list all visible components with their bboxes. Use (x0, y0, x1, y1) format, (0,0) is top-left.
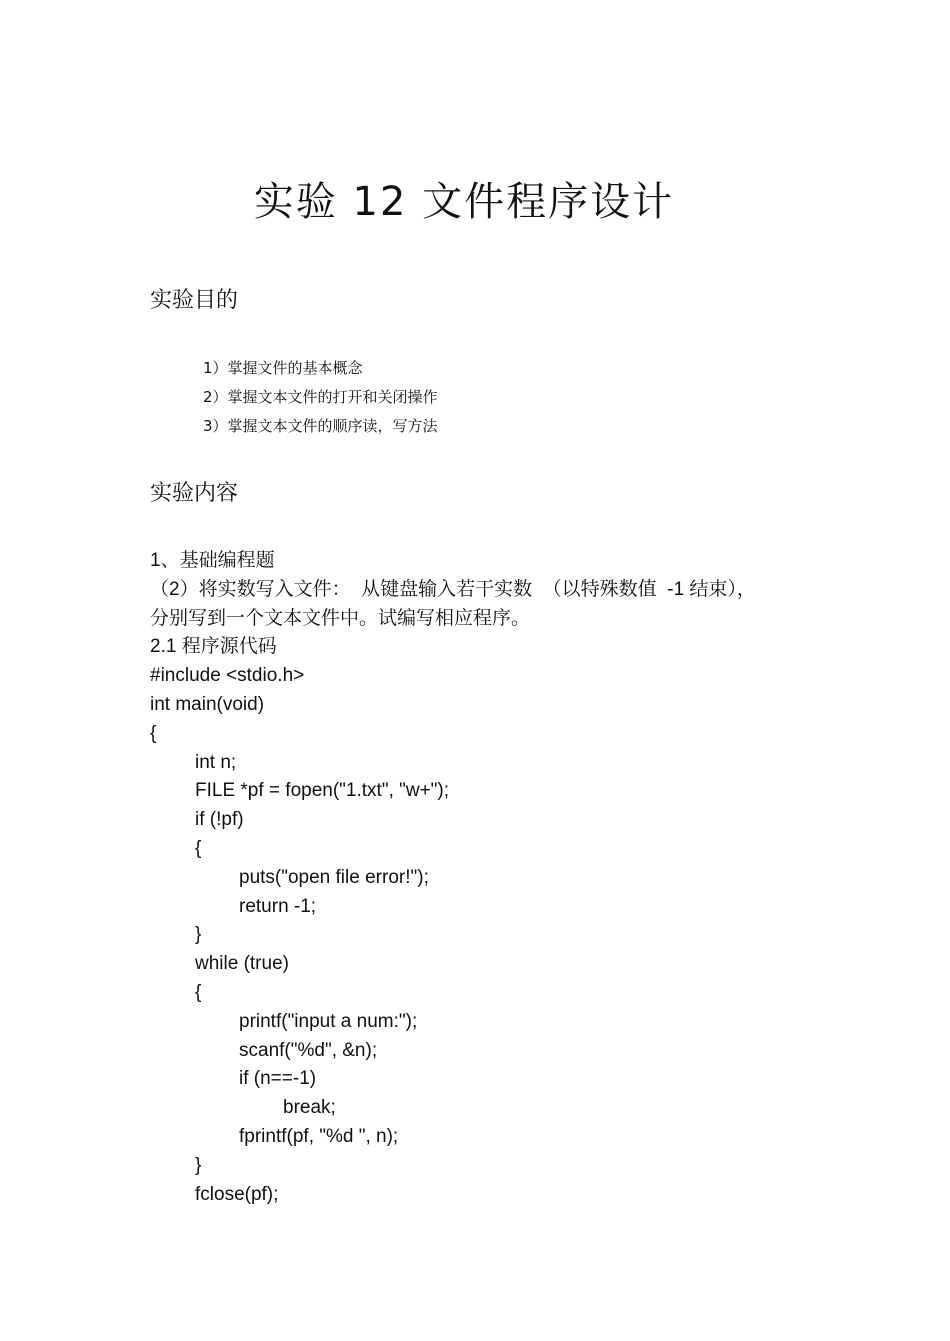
code-line: { (195, 837, 202, 859)
code-line: int n; (195, 751, 237, 773)
code-line: if (!pf) (195, 809, 244, 831)
objective-item: 1）掌握文件的基本概念 (203, 359, 363, 377)
code-line: } (195, 1154, 202, 1176)
section-heading-purpose: 实验目的 (150, 288, 239, 313)
objectives-list (203, 354, 438, 441)
code-line: if (n==-1) (239, 1068, 317, 1090)
code-line: { (150, 722, 157, 744)
task-description-line: （2）将实数写入文件： 从键盘输入若干实数 （以特殊数值 -1 结束）， (150, 578, 756, 600)
content-body (150, 547, 870, 1209)
code-line: } (195, 924, 202, 946)
task-heading: 1、基础编程题 (150, 550, 275, 571)
code-line: puts("open file error!"); (239, 866, 429, 888)
document-title: 实验 12 文件程序设计 (253, 179, 675, 225)
code-line: while (true) (195, 953, 289, 975)
section-heading-content: 实验内容 (150, 481, 239, 506)
objective-item: 2）掌握文本文件的打开和关闭操作 (203, 388, 438, 406)
source-code-label: 2.1 程序源代码 (150, 636, 277, 658)
code-line: printf("input a num:"); (239, 1010, 418, 1032)
objective-item: 3）掌握文本文件的顺序读，写方法 (203, 417, 438, 435)
code-line: #include <stdio.h> (150, 665, 305, 687)
code-line: fprintf(pf, "%d ", n); (239, 1125, 399, 1147)
code-line: { (195, 981, 202, 1003)
code-line: fclose(pf); (195, 1183, 279, 1205)
code-line: FILE *pf = fopen("1.txt", "w+"); (195, 780, 450, 802)
code-line: return -1; (239, 895, 317, 917)
code-line: break; (283, 1097, 336, 1119)
code-line: int main(void) (150, 693, 265, 715)
code-line: scanf("%d", &n); (239, 1039, 378, 1061)
task-description-line: 分别写到一个文本文件中。试编写相应程序。 (150, 607, 531, 629)
